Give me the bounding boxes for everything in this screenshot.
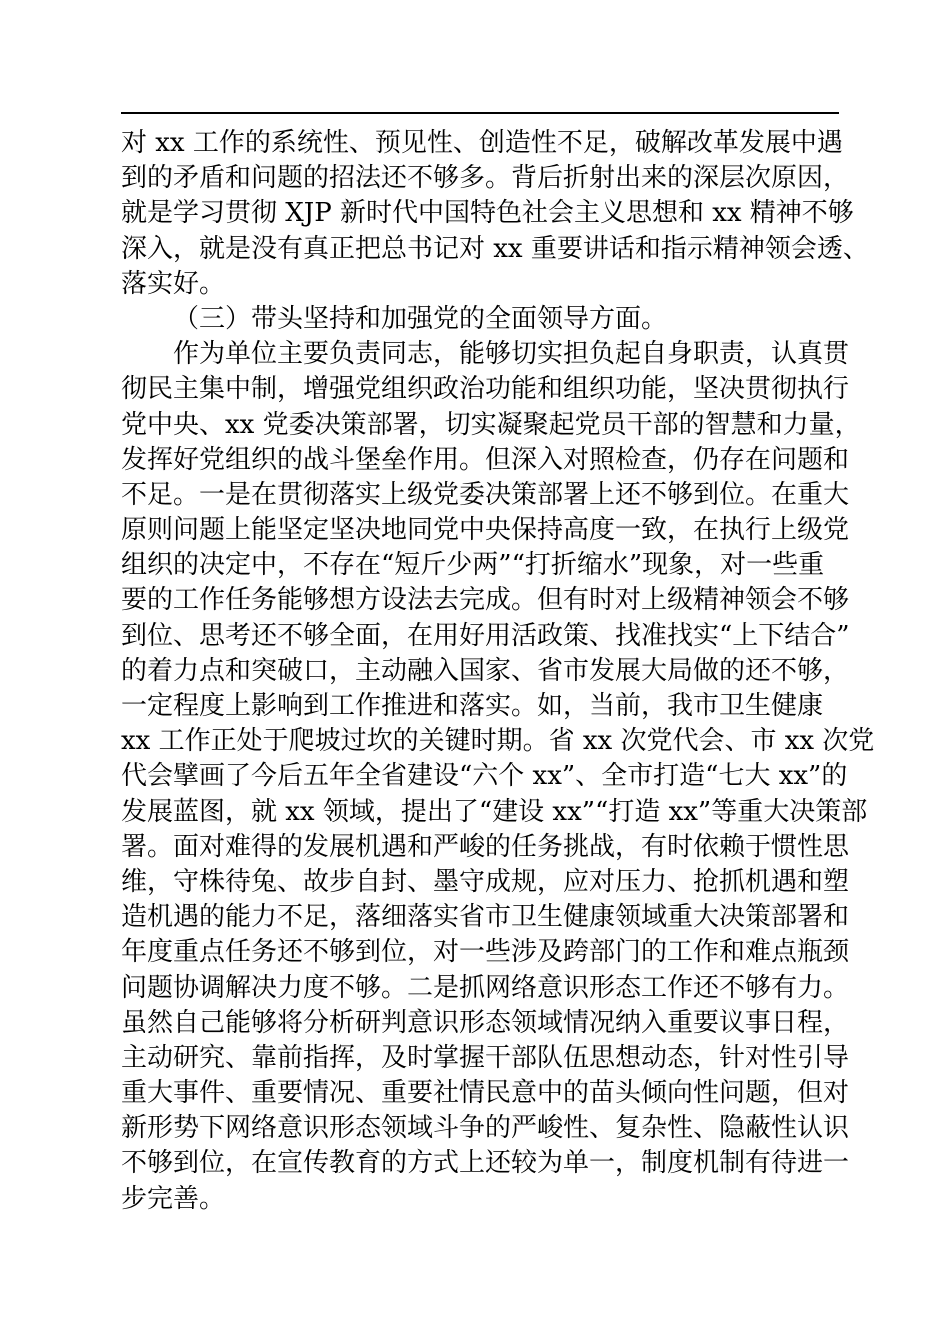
text-line: 不够到位，在宣传教育的方式上还较为单一，制度机制有待进一 (121, 1148, 850, 1179)
text-line: 党中央、xx 党委决策部署，切实凝聚起党员干部的智慧和力量， (121, 409, 861, 440)
text-line: 发展蓝图，就 xx 领域，提出了“建设 xx”“打造 xx”等重大决策部 (121, 796, 868, 827)
text-line: 年度重点任务还不够到位，对一些涉及跨部门的工作和难点瓶颈 (121, 937, 850, 968)
text-line: 发挥好党组织的战斗堡垒作用。但深入对照检查，仍存在问题和 (121, 444, 850, 475)
text-line: 到的矛盾和问题的招法还不够多。背后折射出来的深层次原因， (121, 163, 850, 194)
text-line: 原则问题上能坚定坚决地同党中央保持高度一致，在执行上级党 (121, 515, 850, 546)
header-rule (121, 112, 839, 114)
text-line: 落实好。 (121, 268, 226, 299)
text-line: 到位、思考还不够全面，在用好用活政策、找准找实“上下结合” (121, 620, 850, 651)
text-line: 重大事件、重要情况、重要社情民意中的苗头倾向性问题，但对 (121, 1078, 850, 1109)
text-line: 代会擘画了今后五年全省建设“六个 xx”、全市打造“七大 xx”的 (121, 761, 848, 792)
text-line: 就是学习贯彻 XJP 新时代中国特色社会主义思想和 xx 精神不够 (121, 198, 854, 229)
text-line: 的着力点和突破口，主动融入国家、省市发展大局做的还不够， (121, 655, 850, 686)
text-line: 一定程度上影响到工作推进和落实。如，当前，我市卫生健康 (121, 691, 824, 721)
section-heading: （三）带头坚持和加强党的全面领导方面。 (173, 303, 668, 334)
text-line: 彻民主集中制，增强党组织政治功能和组织功能，坚决贯彻执行 (121, 374, 850, 405)
text-line: 主动研究、靠前指挥，及时掌握干部队伍思想动态，针对性引导 (121, 1042, 850, 1073)
text-line: 问题协调解决力度不够。二是抓网络意识形态工作还不够有力。 (121, 972, 850, 1003)
text-line: 对 xx 工作的系统性、预见性、创造性不足，破解改革发展中遇 (121, 128, 843, 158)
text-line: 步完善。 (121, 1183, 226, 1214)
text-line: xx 工作正处于爬坡过坎的关键时期。省 xx 次党代会、市 xx 次党 (121, 726, 875, 757)
text-line: 新形势下网络意识形态领域斗争的严峻性、复杂性、隐蔽性认识 (121, 1113, 850, 1144)
body-text (121, 126, 875, 1217)
text-line: 维，守株待兔、故步自封、墨守成规，应对压力、抢抓机遇和塑 (121, 866, 850, 897)
text-line: 深入，就是没有真正把总书记对 xx 重要讲话和指示精神领会透、 (121, 233, 869, 264)
text-line: 作为单位主要负责同志，能够切实担负起自身职责，认真贯 (173, 339, 850, 370)
text-line: 不足。一是在贯彻落实上级党委决策部署上还不够到位。在重大 (121, 479, 850, 510)
text-line: 造机遇的能力不足，落细落实省市卫生健康领域重大决策部署和 (121, 902, 850, 933)
text-line: 虽然自己能够将分析研判意识形态领域情况纳入重要议事日程， (121, 1007, 850, 1038)
text-line: 署。面对难得的发展机遇和严峻的任务挑战，有时依赖于惯性思 (121, 831, 850, 862)
text-line: 组织的决定中，不存在“短斤少两”“打折缩水”现象，对一些重 (121, 550, 825, 581)
text-line: 要的工作任务能够想方设法去完成。但有时对上级精神领会不够 (121, 585, 850, 616)
